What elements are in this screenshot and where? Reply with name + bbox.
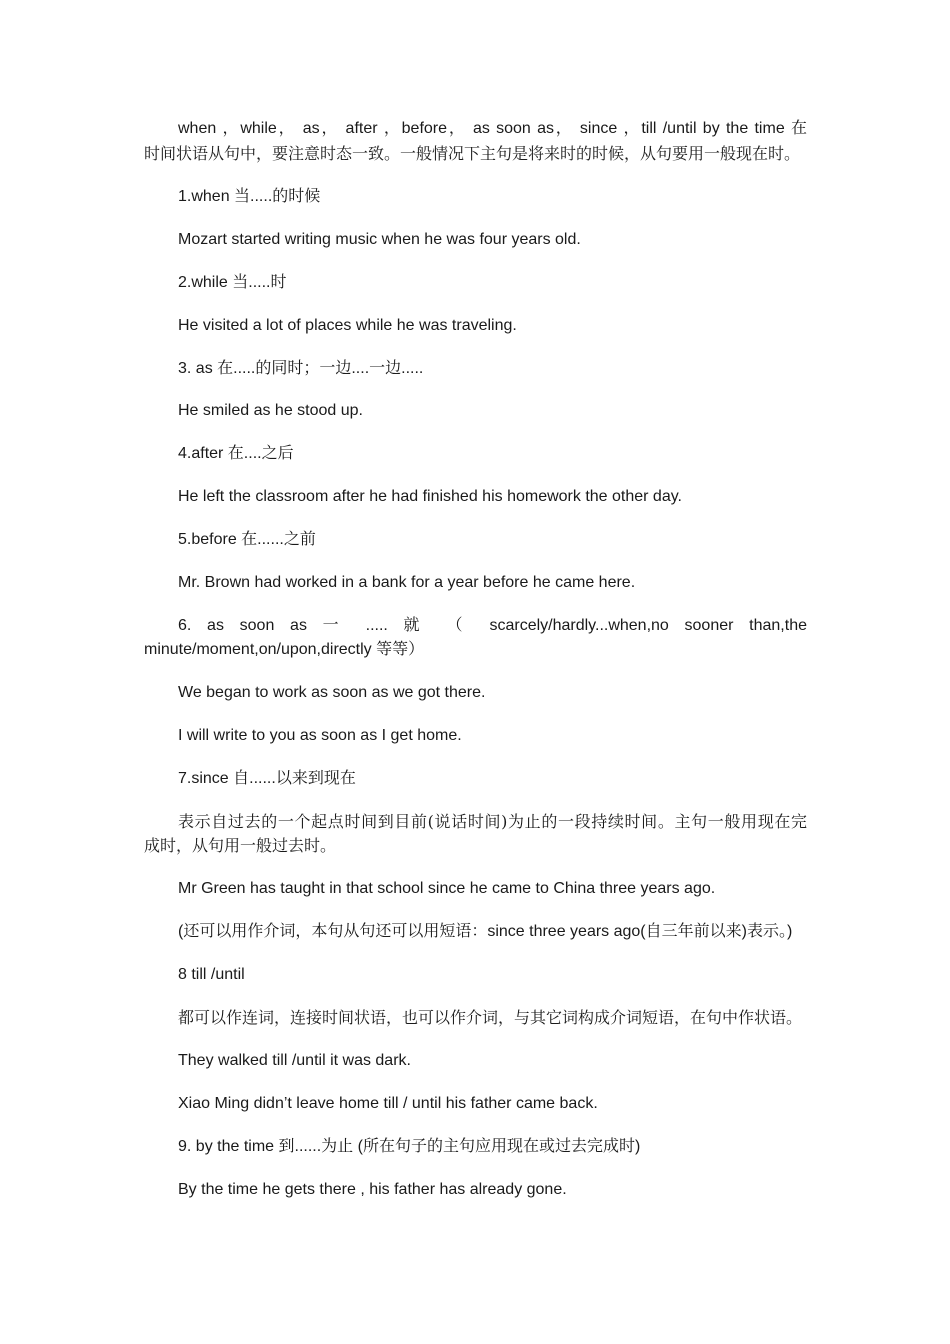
intro-line-2: 时间状语从句中，要注意时态一致。一般情况下主句是将来时的时候，从句要用一般现在时。 — [144, 144, 801, 163]
item-6-example-1: We began to work as soon as we got there. — [178, 684, 486, 701]
item-1-heading: 1.when 当.....的时候 — [178, 188, 321, 205]
item-6-heading-line-2: minute/moment,on/upon,directly 等等） — [144, 641, 425, 658]
item-4-example: He left the classroom after he had finished his homework the other day. — [178, 488, 682, 505]
item-5-example: Mr. Brown had worked in a bank for a year before he came here. — [178, 574, 636, 591]
item-8-desc: 都可以作连词，连接时间状语，也可以作介词，与其它词构成介词短语，在句中作状语。 — [178, 1008, 803, 1027]
item-1-example: Mozart started writing music when he was four years old. — [178, 231, 581, 248]
item-3-example: He smiled as he stood up. — [178, 402, 363, 419]
item-2-example: He visited a lot of places while he was traveling. — [178, 317, 517, 334]
item-6-heading-line-1: 6. as soon as 一 ..... 就 （ scarcely/hardly...when,no sooner than,the — [178, 617, 807, 634]
item-9-example: By the time he gets there , his father has already gone. — [178, 1181, 567, 1198]
item-7-desc-line-1: 表示自过去的一个起点时间到目前(说话时间)为止的一段持续时间。主句一般用现在完 — [178, 812, 807, 831]
item-7-example: Mr Green has taught in that school since he came to China three years ago. — [178, 880, 716, 897]
item-7-note: (还可以用作介词，本句从句还可以用短语：since three years ago(自三年前以来)表示。) — [178, 923, 793, 940]
item-8-example-1: They walked till /until it was dark. — [178, 1052, 411, 1069]
item-6-example-2: I will write to you as soon as I get home. — [178, 727, 462, 744]
item-3-heading: 3. as 在.....的同时；一边....一边..... — [178, 360, 424, 377]
intro-line-1: when ，while， as， after ，before， as soon as， since ，till /until by the time 在 — [178, 120, 807, 137]
item-7-desc-line-2: 成时，从句用一般过去时。 — [144, 836, 337, 855]
item-8-heading: 8 till /until — [178, 966, 245, 983]
item-2-heading: 2.while 当.....时 — [178, 274, 287, 291]
item-8-example-2: Xiao Ming didn’t leave home till / until his father came back. — [178, 1095, 598, 1112]
item-4-heading: 4.after 在....之后 — [178, 445, 294, 462]
item-7-heading: 7.since 自......以来到现在 — [178, 770, 356, 787]
item-9-heading: 9. by the time 到......为止 (所在句子的主句应用现在或过去完成时) — [178, 1138, 641, 1155]
item-5-heading: 5.before 在......之前 — [178, 531, 316, 548]
